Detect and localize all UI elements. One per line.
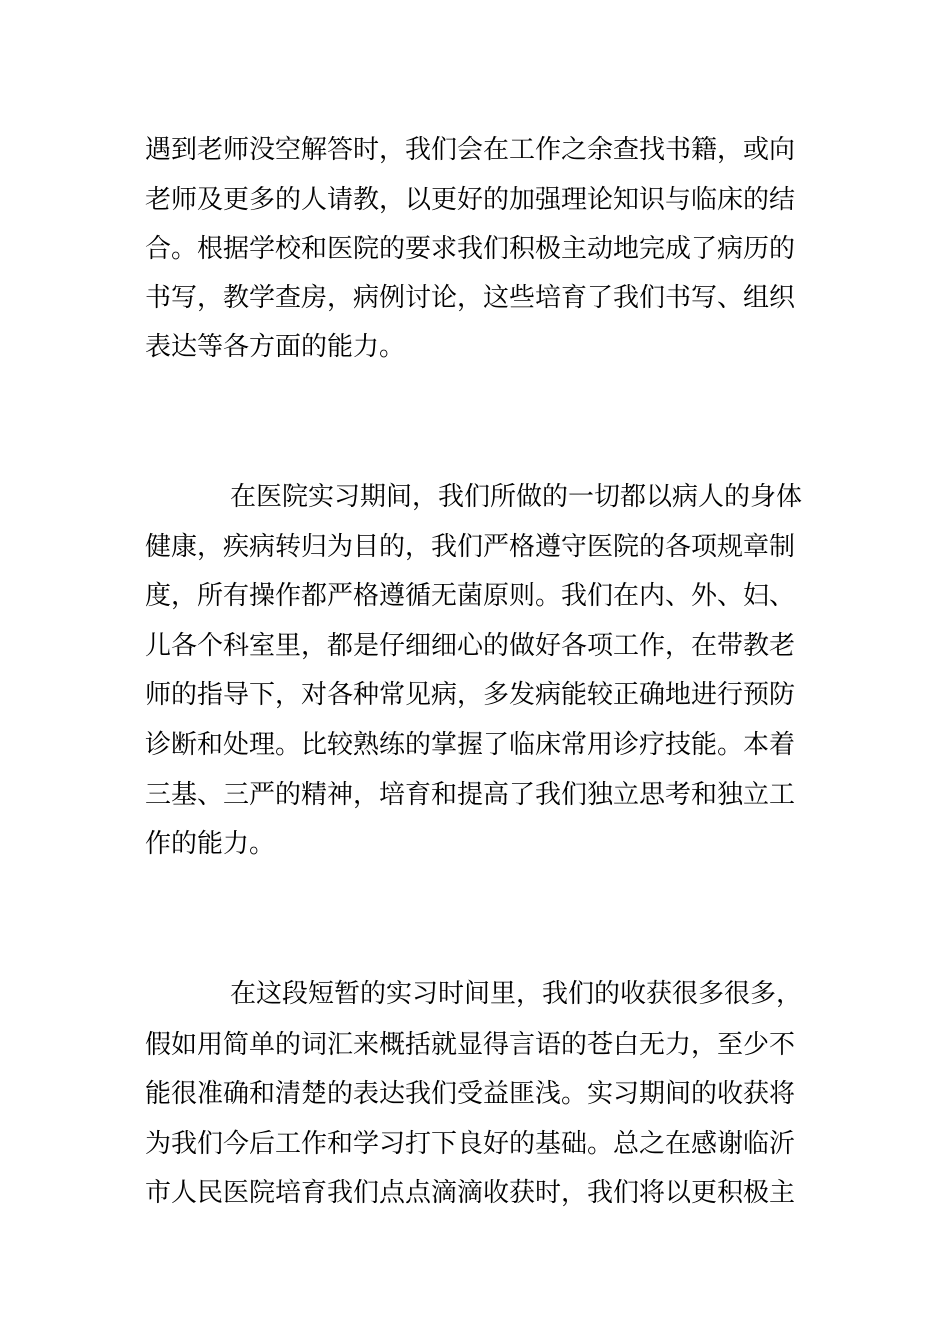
- text-line: 诊断和处理。比较熟练的掌握了临床常用诊疗技能。本着: [145, 730, 796, 760]
- text-line: 师的指导下，对各种常见病，多发病能较正确地进行预防: [145, 680, 796, 710]
- text-line: 在这段短暂的实习时间里，我们的收获很多很多，: [230, 979, 803, 1009]
- text-line: 作的能力。: [145, 829, 276, 859]
- text-line: 老师及更多的人请教，以更好的加强理论知识与临床的结: [145, 185, 796, 215]
- text-line: 度，所有操作都严格遵循无菌原则。我们在内、外、妇、: [145, 581, 796, 611]
- text-line: 在医院实习期间，我们所做的一切都以病人的身体: [230, 482, 803, 512]
- text-line: 假如用简单的词汇来概括就显得言语的苍白无力，至少不: [145, 1030, 796, 1060]
- text-line: 遇到老师没空解答时，我们会在工作之余查找书籍，或向: [145, 135, 796, 165]
- text-line: 能很准确和清楚的表达我们受益匪浅。实习期间的收获将: [145, 1079, 796, 1109]
- text-line: 书写，教学查房，病例讨论，这些培育了我们书写、组织: [145, 283, 796, 313]
- text-line: 健康，疾病转归为目的，我们严格遵守医院的各项规章制: [145, 532, 796, 562]
- text-line: 为我们今后工作和学习打下良好的基础。总之在感谢临沂: [145, 1129, 796, 1159]
- text-line: 表达等各方面的能力。: [145, 332, 406, 362]
- text-line: 三基、三严的精神，培育和提高了我们独立思考和独立工: [145, 780, 796, 810]
- text-line: 市人民医院培育我们点点滴滴收获时，我们将以更积极主: [145, 1178, 796, 1208]
- text-line: 儿各个科室里，都是仔细细心的做好各项工作，在带教老: [145, 631, 796, 661]
- text-line: 合。根据学校和医院的要求我们积极主动地完成了病历的: [145, 234, 796, 264]
